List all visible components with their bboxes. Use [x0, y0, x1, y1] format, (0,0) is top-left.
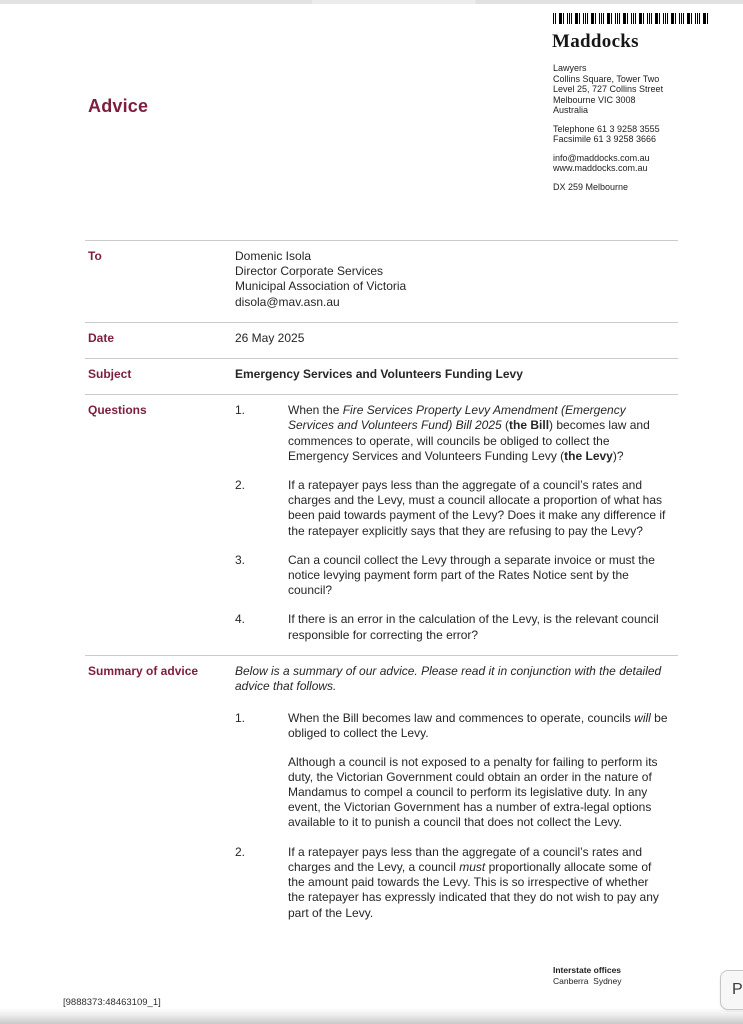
date-label: Date	[88, 330, 115, 345]
page-title: Advice	[88, 96, 149, 116]
interstate-offices-label: Interstate offices	[553, 965, 622, 975]
meta-row-questions	[85, 394, 678, 655]
item-text: When the Bill becomes law and commences to operate, councils will be obliged to collect the Levy.	[288, 711, 668, 741]
questions-label: Questions	[88, 403, 147, 418]
item-number: 4.	[235, 612, 246, 627]
text-line: Collins Square, Tower Two	[553, 73, 660, 84]
item-text: If there is an error in the calculation of the Levy, is the relevant council responsible for correcting the error?	[288, 612, 659, 642]
advice-body	[85, 240, 678, 933]
questions-list	[235, 403, 678, 643]
date-value: 26 May 2025	[235, 330, 305, 345]
numbered-item	[235, 711, 678, 830]
document-reference: [9888373:48463109_1]	[63, 997, 161, 1008]
item-text: Although a council is not exposed to a penalty for failing to perform its duty, the Victorian Government could obtain an order in the nature of Mandamus to compel a council to perform its legislative duty. In any event, the Victorian Government has a number of extra-legal options available to it to punish a council that does not collect the Levy.	[288, 754, 658, 830]
text-line: Municipal Association of Victoria	[235, 279, 407, 294]
text-line: disola@mav.asn.au	[235, 294, 340, 309]
firm-details	[553, 63, 723, 200]
print-button[interactable]: P	[720, 970, 743, 1010]
item-text: When the Fire Services Property Levy Amendment (Emergency Services and Volunteers Fund) Bill 2025 (the Bill) becomes law and commences to operate, will councils be obliged to collect the Emergency Services and Volunteers Funding Levy (the Levy)?	[288, 403, 650, 463]
meta-row-summary	[85, 655, 678, 933]
text-line: Telephone 61 3 9258 3555	[553, 123, 660, 134]
numbered-item	[235, 403, 678, 464]
item-number: 2.	[235, 478, 246, 493]
meta-row-to	[85, 240, 678, 322]
text-line: info@maddocks.com.au	[553, 152, 650, 163]
firm-dx: DX 259 Melbourne	[553, 181, 629, 192]
item-number: 1.	[235, 403, 246, 418]
text-line: Australia	[553, 105, 589, 115]
text-line: Director Corporate Services	[235, 264, 384, 279]
numbered-item	[235, 612, 678, 642]
numbered-item	[235, 845, 678, 921]
meta-row-subject	[85, 358, 678, 394]
item-text: If a ratepayer pays less than the aggregate of a council’s rates and charges and the Levy, a council must proportionally allocate some of the amount paid towards the Levy. This is so irrespective of whether the ratepayer has expressly indicated that they do not wish to pay any part of the Levy.	[288, 844, 659, 920]
page-top-edge	[0, 0, 743, 4]
page-bottom-edge	[0, 1008, 743, 1024]
firm-web-block	[553, 153, 723, 174]
item-text: Can a council collect the Levy through a separate invoice or must the notice levying payment form part of the Rates Notice sent by the council?	[288, 552, 655, 598]
item-text: If a ratepayer pays less than the aggregate of a council’s rates and charges and the Levy, must a council allocate a proportion of what has been paid towards payment of the Levy? Does it make any difference if the ratepayer explicitly says that they are refusing to pay the Levy?	[288, 478, 666, 538]
item-number: 3.	[235, 552, 246, 567]
numbered-item	[235, 478, 678, 539]
to-label: To	[88, 249, 102, 263]
meta-row-date	[85, 322, 678, 358]
interstate-offices	[553, 965, 622, 987]
text-line: www.maddocks.com.au	[553, 163, 648, 173]
item-number: 1.	[235, 711, 246, 726]
firm-address-block	[553, 63, 723, 116]
text-line: Facsimile 61 3 9258 3666	[553, 134, 657, 144]
firm-phone-block	[553, 124, 723, 145]
summary-content	[235, 664, 678, 921]
text-line: Melbourne VIC 3008	[553, 94, 636, 105]
text-line: Level 25, 727 Collins Street	[553, 84, 664, 94]
subject-label: Subject	[88, 367, 132, 382]
summary-label: Summary of advice	[88, 663, 199, 678]
summary-list	[235, 711, 678, 920]
summary-intro: Below is a summary of our advice. Please read it in conjunction with the detailed advice that follows.	[235, 663, 662, 694]
item-number: 2.	[235, 844, 246, 859]
text-line: Lawyers	[553, 63, 587, 73]
subject-value: Emergency Services and Volunteers Funding Levy	[235, 367, 523, 382]
to-value	[235, 249, 678, 310]
firm-logo: Maddocks	[552, 31, 639, 52]
interstate-offices-cities: Canberra Sydney	[553, 976, 622, 986]
text-line: Domenic Isola	[235, 249, 312, 263]
numbered-item	[235, 553, 678, 599]
barcode-image	[553, 13, 710, 24]
